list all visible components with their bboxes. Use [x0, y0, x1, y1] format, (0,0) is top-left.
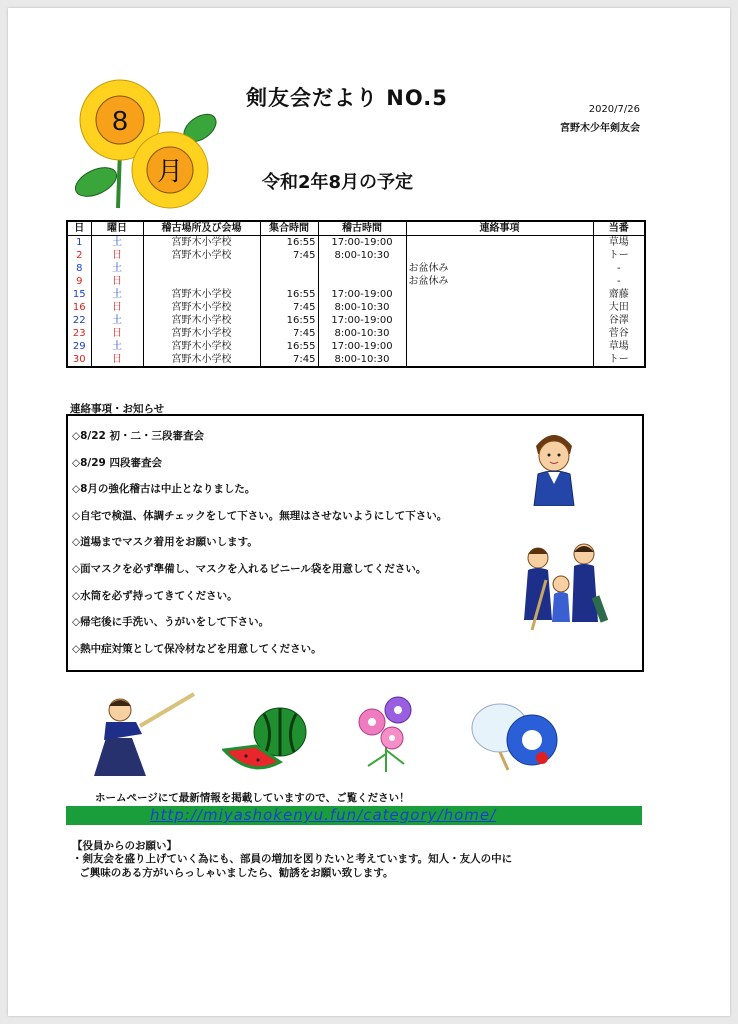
schedule-cell-meet: 7:45 — [260, 301, 318, 314]
schedule-cell-note — [406, 314, 593, 327]
schedule-cell-day: 15 — [67, 288, 91, 301]
col-practice-time: 稽古時間 — [318, 221, 406, 236]
kendo-player-icon — [84, 690, 198, 780]
schedule-cell-time — [318, 262, 406, 275]
schedule-cell-note — [406, 301, 593, 314]
schedule-row — [67, 340, 645, 353]
schedule-row — [67, 327, 645, 340]
col-venue: 稽古場所及び会場 — [143, 221, 260, 236]
col-duty: 当番 — [593, 221, 645, 236]
schedule-cell-dow: 土 — [91, 340, 143, 353]
schedule-cell-dow: 日 — [91, 301, 143, 314]
notice-item: ◇8/22 初・二・三段審査会 — [72, 430, 204, 442]
schedule-cell-day: 2 — [67, 249, 91, 262]
schedule-cell-duty: トー — [593, 353, 645, 367]
schedule-header-row — [67, 221, 645, 236]
schedule-cell-duty: 菅谷 — [593, 327, 645, 340]
schedule-cell-venue: 宮野木小学校 — [143, 301, 260, 314]
schedule-cell-note: お盆休み — [406, 275, 593, 288]
notice-item: ◇水筒を必ず持ってきてください。 — [72, 589, 238, 602]
morning-glory-icon — [352, 694, 420, 774]
notices-box — [66, 414, 644, 672]
schedule-cell-meet: 7:45 — [260, 249, 318, 262]
notice-item: ◇8月の強化稽古は中止となりました。 — [72, 483, 256, 496]
schedule-cell-day: 23 — [67, 327, 91, 340]
schedule-cell-duty: - — [593, 262, 645, 275]
notice-item: ◇熱中症対策として保冷材などを用意してください。 — [72, 642, 322, 655]
schedule-cell-time: 8:00-10:30 — [318, 327, 406, 340]
schedule-cell-meet: 16:55 — [260, 340, 318, 353]
schedule-cell-duty: 大田 — [593, 301, 645, 314]
col-day: 日 — [67, 221, 91, 236]
schedule-cell-note — [406, 249, 593, 262]
schedule-cell-venue: 宮野木小学校 — [143, 249, 260, 262]
logo-digit: 8 — [112, 105, 128, 136]
schedule-cell-time: 8:00-10:30 — [318, 249, 406, 262]
schedule-cell-day: 1 — [67, 236, 91, 250]
watermelon-icon — [222, 702, 314, 776]
schedule-cell-duty: 草場 — [593, 340, 645, 353]
schedule-row — [67, 236, 645, 250]
schedule-row — [67, 275, 645, 288]
schedule-table — [66, 220, 646, 368]
notice-item: ◇道場までマスク着用をお願いします。 — [72, 536, 258, 549]
issue-date: 2020/7/26 — [588, 104, 640, 115]
schedule-cell-day: 9 — [67, 275, 91, 288]
notice-item: ◇帰宅後に手洗い、うがいをして下さい。 — [72, 616, 270, 629]
schedule-cell-duty: 草場 — [593, 236, 645, 250]
schedule-cell-duty: 谷澤 — [593, 314, 645, 327]
schedule-cell-time: 17:00-19:00 — [318, 340, 406, 353]
schedule-cell-time — [318, 275, 406, 288]
request-heading: 【役員からのお願い】 — [72, 840, 177, 852]
logo-month: 月 — [156, 157, 184, 187]
schedule-cell-venue: 宮野木小学校 — [143, 314, 260, 327]
schedule-cell-venue — [143, 275, 260, 288]
col-meet-time: 集合時間 — [260, 221, 318, 236]
organization-name: 宮野木少年剣友会 — [560, 123, 640, 134]
schedule-cell-day: 22 — [67, 314, 91, 327]
schedule-cell-duty: トー — [593, 249, 645, 262]
schedule-cell-venue: 宮野木小学校 — [143, 236, 260, 250]
schedule-cell-dow: 土 — [91, 262, 143, 275]
schedule-row — [67, 314, 645, 327]
schedule-cell-day: 8 — [67, 262, 91, 275]
schedule-cell-meet: 16:55 — [260, 314, 318, 327]
request-line-2: ご興味のある方がいらっしゃいましたら、勧誘をお願い致します。 — [72, 867, 394, 879]
schedule-cell-venue: 宮野木小学校 — [143, 327, 260, 340]
schedule-cell-meet: 16:55 — [260, 236, 318, 250]
schedule-row — [67, 353, 645, 367]
schedule-cell-note — [406, 236, 593, 250]
sunflower-logo — [70, 70, 220, 212]
schedule-cell-venue: 宮野木小学校 — [143, 353, 260, 367]
schedule-cell-dow: 土 — [91, 288, 143, 301]
schedule-cell-venue — [143, 262, 260, 275]
schedule-cell-venue: 宮野木小学校 — [143, 288, 260, 301]
col-weekday: 曜日 — [91, 221, 143, 236]
schedule-cell-dow: 日 — [91, 327, 143, 340]
schedule-cell-dow: 土 — [91, 314, 143, 327]
schedule-cell-dow: 日 — [91, 275, 143, 288]
notices-label: 連絡事項・お知らせ — [70, 403, 165, 415]
homepage-link-bar — [66, 806, 642, 825]
notice-item: ◇8/29 四段審査会 — [72, 456, 162, 469]
schedule-row — [67, 262, 645, 275]
schedule-cell-meet: 7:45 — [260, 327, 318, 340]
homepage-link[interactable]: http://miyashokenyu.fun/category/home/ — [150, 806, 497, 824]
uchiwa-fan-icon — [468, 698, 568, 772]
request-body — [72, 852, 512, 880]
homepage-notice: ホームページにて最新情報を掲載していますので、ご覧ください！ — [95, 792, 410, 804]
schedule-row — [67, 301, 645, 314]
kendo-family-icon — [516, 540, 612, 632]
schedule-body — [67, 236, 645, 368]
schedule-row — [67, 249, 645, 262]
schedule-cell-day: 30 — [67, 353, 91, 367]
schedule-cell-time: 8:00-10:30 — [318, 353, 406, 367]
schedule-cell-time: 17:00-19:00 — [318, 288, 406, 301]
newsletter-title: 剣友会だより NO.5 — [246, 86, 448, 110]
schedule-cell-time: 17:00-19:00 — [318, 236, 406, 250]
schedule-cell-dow: 日 — [91, 249, 143, 262]
schedule-cell-dow: 日 — [91, 353, 143, 367]
schedule-row — [67, 288, 645, 301]
schedule-cell-note — [406, 340, 593, 353]
schedule-title: 令和2年8月の予定 — [262, 172, 414, 193]
schedule-cell-note — [406, 288, 593, 301]
col-notes: 連絡事項 — [406, 221, 593, 236]
schedule-cell-duty: - — [593, 275, 645, 288]
schedule-cell-dow: 土 — [91, 236, 143, 250]
schedule-cell-meet: 7:45 — [260, 353, 318, 367]
schedule-cell-day: 16 — [67, 301, 91, 314]
notice-item: ◇面マスクを必ず準備し、マスクを入れるビニール袋を用意してください。 — [72, 563, 427, 575]
schedule-cell-meet: 16:55 — [260, 288, 318, 301]
schedule-cell-note — [406, 353, 593, 367]
kendo-boy-seated-icon — [524, 424, 584, 506]
schedule-cell-duty: 齋藤 — [593, 288, 645, 301]
schedule-cell-venue: 宮野木小学校 — [143, 340, 260, 353]
notice-item: ◇自宅で検温、体調チェックをして下さい。無理はさせないようにして下さい。 — [72, 509, 448, 522]
schedule-cell-meet — [260, 262, 318, 275]
schedule-cell-note: お盆休み — [406, 262, 593, 275]
schedule-cell-day: 29 — [67, 340, 91, 353]
request-line-1: ・剣友会を盛り上げていく為にも、部員の増加を図りたいと考えています。知人・友人の中に — [72, 853, 513, 865]
schedule-cell-time: 17:00-19:00 — [318, 314, 406, 327]
schedule-cell-meet — [260, 275, 318, 288]
schedule-cell-note — [406, 327, 593, 340]
schedule-cell-time: 8:00-10:30 — [318, 301, 406, 314]
